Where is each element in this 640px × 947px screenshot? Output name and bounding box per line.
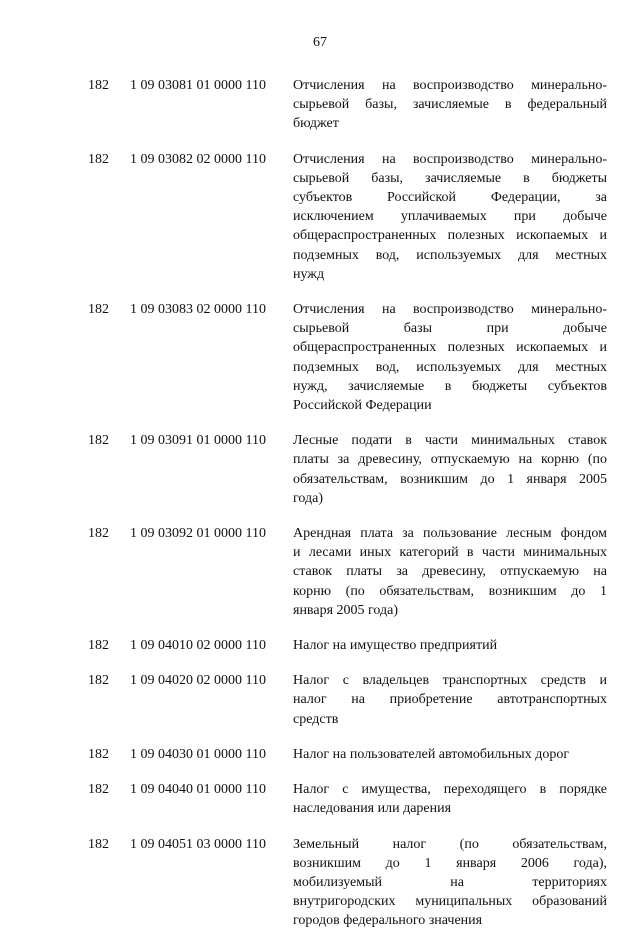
description-line: Отчисления на воспроизводство минерально- [293,302,607,318]
description-line: корню (по обязательствам, возникшим до 1 [293,583,607,599]
table-row [0,76,640,134]
budget-classification-code: 1 09 03081 01 0000 110 [130,78,266,93]
revenue-description [293,835,607,931]
description-line: сырьевой базы при добыче [293,321,607,337]
description-line: бюджет [293,116,339,132]
revenue-description [293,300,607,415]
description-line: подземных вод, используемых для местных [293,247,607,263]
description-line: городов федерального значения [293,913,483,929]
description-line: Российской Федерации [293,398,432,414]
budget-classification-code: 1 09 03091 01 0000 110 [130,433,266,449]
description-line: сырьевой базы, зачисляемые в федеральный [293,97,607,113]
table-row [0,745,640,764]
description-line: внутригородских муниципальных образований [293,894,607,910]
budget-classification-code: 1 09 03082 02 0000 110 [130,151,266,167]
table-row [0,524,640,620]
revenue-description [293,150,607,284]
description-line: января 2005 года) [293,602,398,618]
description-line: нужд, зачисляемые в бюджеты субъектов [293,378,607,394]
revenue-description [293,671,607,729]
description-line: и лесами иных категорий в части минимальных [293,545,607,561]
description-line: обязательствам, возникшим до 1 января 2005 [293,471,607,487]
admin-code: 182 [88,673,109,689]
description-line: Налог с имущества, переходящего в порядке [293,782,607,798]
revenue-description [293,431,607,508]
description-line: Налог на пользователей автомобильных дорог [293,746,570,762]
revenue-description [293,780,607,818]
budget-classification-code: 1 09 03092 01 0000 110 [130,526,266,542]
description-line: возникшим до 1 января 2006 года), [293,855,607,871]
budget-classification-code: 1 09 04040 01 0000 110 [130,782,266,798]
admin-code: 182 [88,746,109,762]
description-line: Отчисления на воспроизводство минерально- [293,78,607,93]
description-line: средств [293,711,339,727]
budget-classification-code: 1 09 03083 02 0000 110 [130,302,266,318]
table-row [0,300,640,415]
description-line: года) [293,490,323,506]
admin-code: 182 [88,638,109,654]
admin-code: 182 [88,302,109,318]
description-line: Арендная плата за пользование лесным фондом [293,526,607,542]
budget-classification-code: 1 09 04010 02 0000 110 [130,638,266,654]
description-line: платы за древесину, отпускаемую на корню (по [293,452,607,468]
admin-code: 182 [88,526,109,542]
table-row [0,636,640,655]
description-line: субъектов Российской Федерации, за [293,190,607,206]
page-number: 67 [313,35,327,50]
revenue-description [293,76,607,134]
table-row [0,150,640,284]
description-line: Налог на имущество предприятий [293,638,498,654]
table-row [0,431,640,508]
table-row [0,835,640,931]
description-line: общераспространенных полезных ископаемых и [293,340,607,356]
revenue-description [293,636,607,655]
description-line: нужд [293,266,325,282]
description-line: ставок платы за древесину, отпускаемую на [293,564,607,580]
classification-table [0,76,640,947]
description-line: исключением уплачиваемых при добыче [293,209,607,225]
description-line: подземных вод, используемых для местных [293,359,607,375]
description-line: Налог с владельцев транспортных средств и [293,673,607,689]
revenue-description [293,745,607,764]
admin-code: 182 [88,78,109,93]
description-line: сырьевой базы, зачисляемые в бюджеты [293,170,607,186]
description-line: Земельный налог (по обязательствам, [293,836,607,852]
admin-code: 182 [88,151,109,167]
budget-classification-code: 1 09 04051 03 0000 110 [130,836,266,852]
admin-code: 182 [88,782,109,798]
description-line: наследования или дарения [293,801,452,817]
budget-classification-code: 1 09 04020 02 0000 110 [130,673,266,689]
description-line: налог на приобретение автотранспортных [293,692,607,708]
budget-classification-code: 1 09 04030 01 0000 110 [130,746,266,762]
table-row [0,671,640,729]
table-row [0,780,640,818]
description-line: мобилизуемый на территориях [293,874,607,890]
admin-code: 182 [88,836,109,852]
revenue-description [293,524,607,620]
admin-code: 182 [88,433,109,449]
description-line: Лесные подати в части минимальных ставок [293,433,607,449]
description-line: общераспространенных полезных ископаемых и [293,228,607,244]
description-line: Отчисления на воспроизводство минерально- [293,151,607,167]
